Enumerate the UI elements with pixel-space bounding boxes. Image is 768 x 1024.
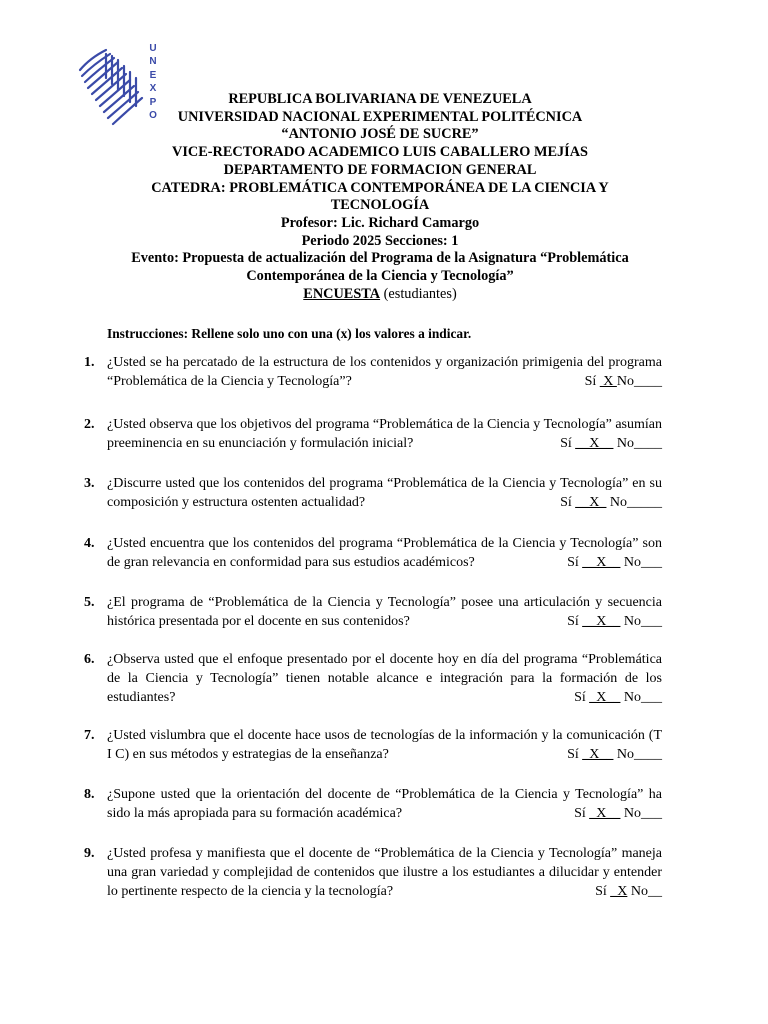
question-number: 2. [84, 417, 95, 432]
question-text: ¿Usted se ha percatado de la estructura de los contenidos y organización primigenia del programa “Problemática de la Ciencia y Tecnología”? [107, 355, 662, 389]
question-item [84, 354, 662, 392]
question-item [84, 416, 662, 454]
header-line: UNIVERSIDAD NACIONAL EXPERIMENTAL POLITÉCNICA [177, 108, 583, 125]
answer-mark: __X__ [575, 435, 614, 451]
answer-field[interactable] [585, 373, 662, 392]
question-number: 6. [84, 652, 95, 667]
question-number: 7. [84, 728, 95, 743]
survey-suffix: (estudiantes) [380, 285, 457, 302]
answer-mark: X [599, 373, 617, 389]
answer-mark: _X [610, 883, 628, 899]
answer-field[interactable] [595, 883, 662, 902]
answer-no: No_____ [606, 494, 662, 510]
answer-si: Sí [560, 494, 576, 510]
answer-si: Sí [567, 554, 583, 570]
answer-mark: _X__ [589, 805, 621, 821]
answer-field[interactable] [574, 805, 662, 824]
answer-si: Sí [574, 805, 590, 821]
answer-no: No__ [627, 883, 662, 899]
answer-no: No____ [616, 373, 662, 389]
instructions: Instrucciones: Rellene solo uno con una (x) los valores a indicar. [107, 326, 472, 341]
survey-title [100, 286, 660, 304]
answer-no: No____ [613, 746, 662, 762]
question-number: 4. [84, 536, 95, 551]
answer-field[interactable] [567, 746, 662, 765]
question-number: 3. [84, 476, 95, 491]
answer-field[interactable] [560, 435, 662, 454]
question-text: ¿Observa usted que el enfoque presentado por el docente hoy en día del programa “Problemática de la Ciencia y Tecnología” tienen notable alcance e integración para la formación de los estudiantes? [107, 652, 662, 705]
header-line: Periodo 2025 Secciones: 1 [301, 232, 459, 249]
answer-no: No___ [620, 613, 662, 629]
question-item [84, 727, 662, 765]
answer-field[interactable] [567, 613, 662, 632]
question-number: 1. [84, 355, 95, 370]
question-text: ¿Usted vislumbra que el docente hace usos de tecnologías de la información y la comunicación (T I C) en sus métodos y estrategias de la enseñanza? [107, 728, 662, 762]
question-number: 8. [84, 787, 95, 802]
question-text: ¿Usted encuentra que los contenidos del programa “Problemática de la Ciencia y Tecnología” son de gran relevancia en conformidad para sus estudios académicos? [107, 536, 662, 570]
header-line: VICE-RECTORADO ACADEMICO LUIS CABALLERO MEJÍAS [172, 144, 588, 161]
question-item [84, 475, 662, 513]
logo-letter: U [149, 43, 157, 54]
header-line: Profesor: Lic. Richard Camargo [280, 214, 480, 231]
header-line: TECNOLOGÍA [330, 197, 430, 214]
logo-letter: O [149, 110, 157, 122]
question-item [84, 845, 662, 901]
answer-no: No____ [613, 435, 662, 451]
answer-no: No___ [620, 689, 662, 705]
question-text: ¿El programa de “Problemática de la Ciencia y Tecnología” posee una articulación y secuencia histórica presentada por el docente en sus contenidos? [107, 595, 662, 629]
header-line: DEPARTAMENTO DE FORMACION GENERAL [223, 161, 537, 178]
logo-letter: P [149, 96, 157, 108]
header-line: REPUBLICA BOLIVARIANA DE VENEZUELA [228, 91, 532, 107]
question-item [84, 535, 662, 573]
question-text: ¿Supone usted que la orientación del docente de “Problemática de la Ciencia y Tecnología” ha sido la más apropiada para su formación académica? [107, 787, 662, 821]
question-item [84, 786, 662, 824]
answer-field[interactable] [567, 554, 662, 573]
question-text: ¿Usted observa que los objetivos del programa “Problemática de la Ciencia y Tecnología” asumían preeminencia en su enunciación y formulación inicial? [107, 417, 662, 451]
question-number: 9. [84, 846, 95, 861]
survey-label: ENCUESTA [303, 285, 381, 302]
logo-letter: N [149, 56, 157, 68]
header-line: “ANTONIO JOSÉ DE SUCRE” [281, 126, 479, 143]
logo-letter: E [149, 69, 157, 81]
answer-no: No___ [620, 554, 662, 570]
answer-field[interactable] [560, 494, 662, 513]
answer-mark: _X__ [582, 746, 614, 762]
answer-si: Sí [567, 613, 583, 629]
answer-si: Sí [574, 689, 590, 705]
logo-letter: X [149, 83, 157, 95]
answer-si: Sí [595, 883, 611, 899]
answer-no: No___ [620, 805, 662, 821]
question-text: ¿Usted profesa y manifiesta que el docente de “Problemática de la Ciencia y Tecnología” maneja una gran variedad y complejidad de contenidos que ilustre a los estudiantes a dilucidar y entender lo pertinente respecto de la ciencia y la tecnología? [107, 846, 662, 899]
answer-mark: __X__ [582, 554, 621, 570]
document-header [100, 91, 660, 303]
question-text: ¿Discurre usted que los contenidos del programa “Problemática de la Ciencia y Tecnología” en su composición y estructura ostenten actualidad? [107, 476, 662, 510]
question-item [84, 594, 662, 632]
answer-si: Sí [567, 746, 583, 762]
answer-mark: __X__ [582, 613, 621, 629]
answer-si: Sí [560, 435, 576, 451]
header-line: CATEDRA: PROBLEMÁTICA CONTEMPORÁNEA DE LA CIENCIA Y [151, 179, 609, 196]
answer-field[interactable] [574, 689, 662, 708]
question-number: 5. [84, 595, 95, 610]
answer-mark: _X__ [589, 689, 621, 705]
header-line: Contemporánea de la Ciencia y Tecnología” [246, 268, 514, 285]
question-item [84, 651, 662, 707]
answer-mark: __X_ [575, 494, 607, 510]
header-line: Evento: Propuesta de actualización del Programa de la Asignatura “Problemática [131, 250, 629, 267]
answer-si: Sí [584, 373, 600, 389]
